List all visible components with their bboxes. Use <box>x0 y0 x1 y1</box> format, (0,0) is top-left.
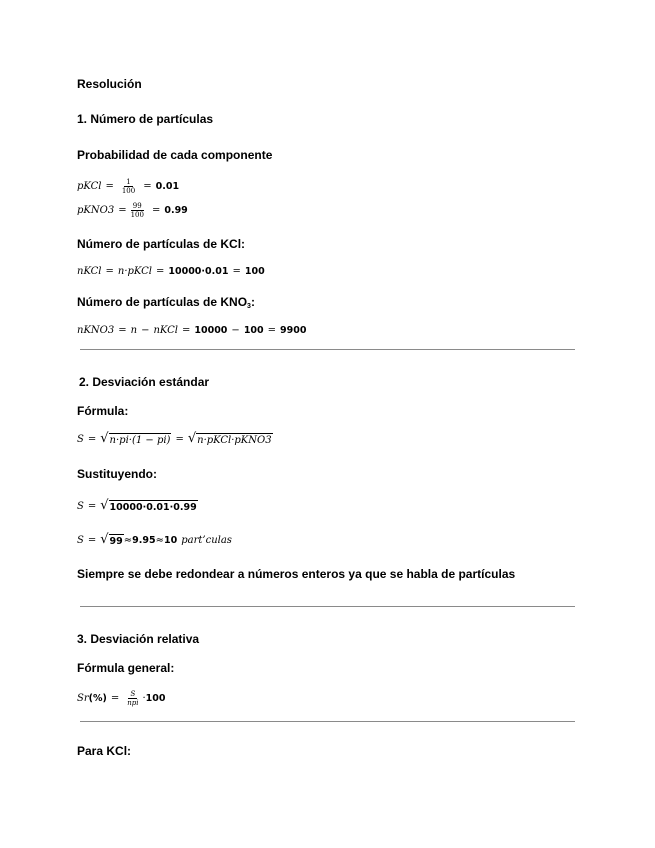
heading-numero-particulas: 1. Número de partículas <box>77 112 214 126</box>
frac-num: 99 <box>132 202 142 210</box>
sqrt-radicand: n·pi·(1 − pi) <box>109 435 171 446</box>
equation-s-result: S = √ 99 ≈ 9.95 ≈ 10 part’culas <box>77 532 232 547</box>
sqrt-radicand: 10000·0.01·0.99 <box>109 502 197 513</box>
heading-kno3-suffix: : <box>250 295 255 309</box>
eq-result: 0.01 <box>155 181 180 192</box>
eq-approx2: 10 <box>164 535 178 546</box>
equation-pkno3: pKNO3 = $\frac{99}{100}$ = 0.99 <box>77 202 188 219</box>
eq-expr: n·pKCl <box>117 266 152 277</box>
heading-particulas-kcl: Número de partículas de KCl: <box>77 237 246 251</box>
heading-probabilidad: Probabilidad de cada componente <box>77 148 273 162</box>
frac-num: 1 <box>126 178 131 186</box>
eq-calc1: 10000 <box>194 325 228 336</box>
eq-calc2: 100 <box>243 325 264 336</box>
heading-desviacion-estandar: 2. Desviación estándar <box>79 375 210 389</box>
heading-sustituyendo: Sustituyendo: <box>77 467 157 481</box>
eq-lhs: S <box>77 535 84 546</box>
frac-den: 100 <box>121 187 136 195</box>
equation-s-formula: S = √ n·pi·(1 − pi) = √ n·pKCl·pKNO3 <box>77 431 272 446</box>
heading-para-kcl: Para KCl: <box>77 744 132 758</box>
heading-particulas-kno3 <box>77 295 255 310</box>
eq-unit: (%) <box>88 693 107 704</box>
equation-sr: Sr (%) = $\frac{S}{\text{npi}}$ · 100 <box>77 690 166 707</box>
sqrt: √ 10000·0.01·0.99 <box>100 498 197 513</box>
eq-lhs: pKNO3 <box>77 205 115 216</box>
heading-formula-general: Fórmula general: <box>77 661 175 675</box>
eq-unit: part’culas <box>181 535 232 546</box>
fraction <box>129 202 146 219</box>
eq-expr2: nKCl <box>153 325 178 336</box>
eq-calc: 10000·0.01 <box>168 266 229 277</box>
frac-den: npi <box>127 699 139 707</box>
equation-nkcl: nKCl = n·pKCl = 10000·0.01 = 100 <box>77 266 265 277</box>
eq-lhs: S <box>77 501 84 512</box>
eq-lhs: S <box>77 434 84 445</box>
horizontal-rule <box>80 606 575 607</box>
eq-result: 100 <box>244 266 265 277</box>
heading-resolucion: Resolución <box>77 77 142 91</box>
sqrt-radicand: 99 <box>109 536 123 547</box>
equation-nkno3: nKNO3 = n − nKCl = 10000 − 100 = 9900 <box>77 325 307 336</box>
eq-result: 9900 <box>280 325 307 336</box>
equation-pkcl: pKCl = $\frac{1}{100}$ = 0.01 <box>77 178 180 195</box>
eq-lhs: nKNO3 <box>77 325 115 336</box>
horizontal-rule <box>80 349 575 350</box>
frac-den: 100 <box>130 211 144 219</box>
eq-lhs: Sr <box>77 693 89 704</box>
eq-approx1: 9.95 <box>132 535 156 546</box>
eq-result: 0.99 <box>164 205 188 216</box>
heading-desviacion-relativa: 3. Desviación relativa <box>77 632 200 646</box>
fraction <box>125 690 140 707</box>
eq-factor: 100 <box>145 693 166 704</box>
fraction <box>120 178 137 195</box>
heading-kno3-subscript: 3 <box>247 303 251 310</box>
eq-lhs: pKCl <box>77 181 102 192</box>
eq-lhs: nKCl <box>77 266 102 277</box>
heading-formula: Fórmula: <box>77 404 129 418</box>
sqrt: √ n·pi·(1 − pi) <box>100 431 171 446</box>
heading-kno3-prefix: Número de partículas de KNO <box>77 295 248 309</box>
horizontal-rule <box>80 721 575 722</box>
sqrt: √ 99 <box>100 532 123 547</box>
sqrt: √ n·pKCl·pKNO3 <box>187 431 272 446</box>
sqrt-radicand: n·pKCl·pKNO3 <box>197 435 272 446</box>
frac-num: S <box>130 690 136 698</box>
note-redondeo: Siempre se debe redondear a números enteros ya que se habla de partículas <box>77 567 516 581</box>
eq-expr1: n <box>130 325 138 336</box>
equation-s-subst: S = √ 10000·0.01·0.99 <box>77 498 197 513</box>
